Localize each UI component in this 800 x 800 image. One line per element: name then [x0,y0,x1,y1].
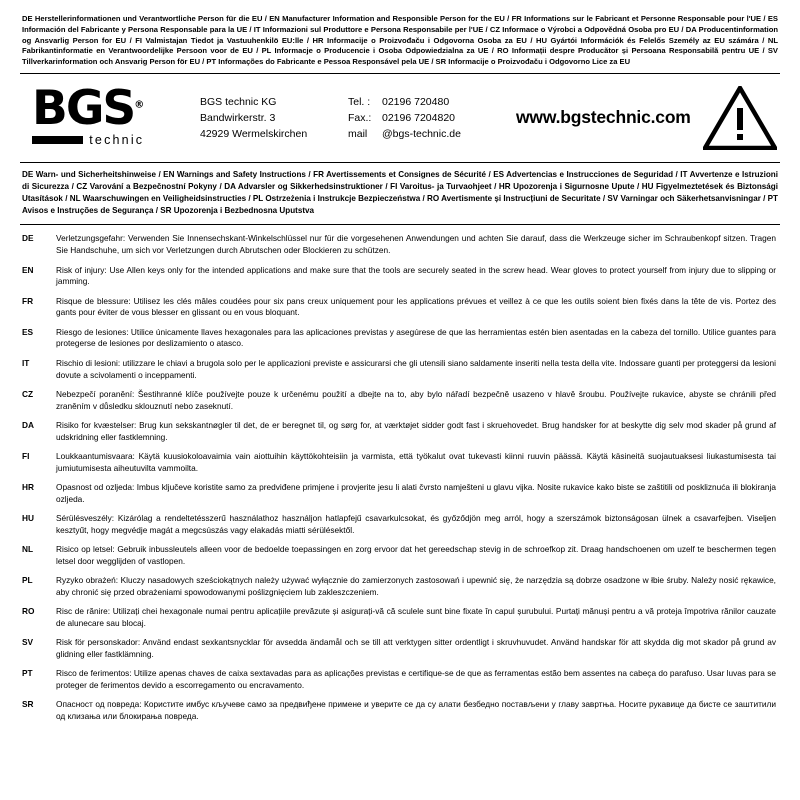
language-text: Opasnost od ozljeda: Imbus ključeve koristite samo za predviđene primjene i provjerite jesu li alati čvrsto namješteni u glavu vijka. Nosite rukavice kako biste se zaštitili od poskliznuća ili blokiranja ozljeda. [56,481,776,504]
language-code: RO [22,606,35,617]
language-code: DE [22,233,34,244]
warning-triangle-cell [691,86,783,150]
language-code: DA [22,419,34,430]
warning-heading-block: DE Warn- und Sicherheitshinweise / EN Warnings and Safety Instructions / FR Avertissements et Consignes de Sécurité / ES Advertencias e Instrucciones de Seguridad / IT Avvertenze e Istruzioni di Sicurezza / CZ Varování a Bezpečnostní Pokyny / DA Advarsler og Sikkerhedsinstruktioner / FI Varoitus- ja Turvaohjeet / HR Upozorenja i Sigurnosne Upute / HU Figyelmeztetések és Biztonsági Utasítások / NL Waarschuwingen en Veiligheidsinstructies / PL Ostrzeżenia i Instrukcje Bezpieczeństwa / RO Avertismente și Instrucțiuni de Securitate / SV Varningar och Säkerhetsanvisningar / PT Avisos e Instruções de Segurança / SR Upozorenja i Bezbednosna Uputstva [22,169,778,216]
email-value: @bgs-technic.de [382,128,461,141]
language-row-pl [20,575,780,599]
language-row-sr [20,699,780,723]
registered-trademark-icon: ® [134,98,145,110]
company-header-band [20,74,780,162]
language-text: Risc de rănire: Utilizați chei hexagonale numai pentru aplicațiile prevăzute și asigurați-vă că sculele sunt bine fixate în capul șurubului. Purtați mănuși pentru a vă proteja împotriva rănilor cauzate de alunecare sau blocaj. [56,606,776,628]
language-row-nl [20,544,780,568]
company-contact [348,94,516,143]
language-text: Loukkaantumisvaara: Käytä kuusiokoloavaimia vain aiottuihin käyttökohteisiin ja varmista, että työkalut ovat tukevasti kiinni ruuvin päässä. Käytä käsineitä suojautuaksesi liukastumisesta tai jumiutumisesta aiheutuvilta vammoilta. [56,450,776,473]
language-code: FR [22,295,34,306]
language-text: Sérülésveszély: Kizárólag a rendeltetésszerű használathoz használjon hatlapfejű csavarkulcsokat, és győződjön meg arról, hogy a szerszámok biztonságosan ülnek a csavarfejben. Viseljen kesztyűt, hogy megvédje magát a megcsúszás vagy elakadás miatti sérülésektől. [56,513,776,535]
language-row-ro [20,606,780,630]
company-address [200,94,348,143]
language-text: Riesgo de lesiones: Utilice únicamente llaves hexagonales para las aplicaciones previstas y asegúrese de que las herramientas estén bien asentadas en la cabeza del tornillo. Utilice guantes para protegerse de lesiones por deslizamiento o atasco. [56,326,776,349]
logo-cell [24,80,200,150]
language-code: SR [22,699,34,710]
language-text: Risco de ferimentos: Utilize apenas chaves de caixa sextavadas para as aplicações previstas e certifique-se de que as ferramentas estão bem assentes na cabeça do parafuso. Usar luvas para se proteger de ferimentos devido a escorregamento ou encravamento. [56,668,776,691]
language-code: IT [22,357,30,368]
telephone-value: 02196 720480 [382,95,450,108]
language-row-cz [20,389,780,413]
fax-value: 02196 7204820 [382,111,455,124]
telephone-row [348,94,516,110]
language-text: Nebezpečí poranění: Šestihranné klíče používejte pouze k určenému použití a dbejte na to, aby bylo nářadí bezpečně usazeno v hlavě šroubu. Používejte rukavice, abyste se chránili před zraněním v důsledku sklouznutí nebo zaseknutí. [56,388,776,411]
language-code: NL [22,544,34,555]
fax-label: Fax.: [348,111,372,124]
language-row-es [20,327,780,351]
language-code: PL [22,575,33,586]
language-text: Risk för personskador: Använd endast sexkantsnycklar för avsedda ändamål och se till att verktygen sitter ordentligt i skruvhuvudet. Använd handskar för att skydda dig mot skador på grund av glidning eller fastklämning. [56,637,776,660]
language-row-fr [20,296,780,320]
company-city: 42929 Wermelskirchen [200,128,308,141]
language-row-pt [20,668,780,692]
language-code: HU [22,513,34,524]
language-row-fi [20,451,780,475]
language-code: EN [22,264,34,275]
bgs-logo-subtitle: technic [89,133,145,148]
language-text: Verletzungsgefahr: Verwenden Sie Innensechskant-Winkelschlüssel nur für die vorgesehenen Anwendungen und achten Sie darauf, dass die Werkzeuge sicher im Schraubenkopf sitzen. Tragen Sie Handschuhe, um sich vor Verletzungen durch Abrutschen oder Blockieren zu schützen. [56,233,776,256]
bgs-wordmark: BGS® [32,80,145,136]
language-code: FI [22,450,30,461]
language-row-de [20,233,780,257]
language-text: Risiko for kvæstelser: Brug kun sekskantnøgler til det, de er beregnet til, og sørg for, at værktøjet sidder godt fast i skruehovedet. Brug handsker for at beskytte dig selv mod skader på grund af udskridning eller fastklemning. [56,419,776,442]
language-row-da [20,420,780,444]
company-street: Bandwirkerstr. 3 [200,111,276,124]
language-text: Ryzyko obrażeń: Kluczy nasadowych sześciokątnych należy używać wyłącznie do zamierzonych zastosowań i upewnić się, że narzędzia są dobrze osadzone w łbie śruby. Należy nosić rękawice, aby chronić się przed obrażeniami spowodowanymi poślizgnięciem lub zakleszczeniem. [56,575,776,597]
telephone-label: Tel. : [348,95,371,108]
language-text: Risque de blessure: Utilisez les clés mâles coudées pour six pans creux uniquement pour les applications prévues et veillez à ce que les outils soient bien fixés dans la tête de vis. Portez des gants pour éviter de vous blesser en glissant ou en vous bloquant. [56,295,776,318]
language-code: PT [22,668,33,679]
language-text: Risico op letsel: Gebruik inbussleutels alleen voor de bedoelde toepassingen en zorg ervoor dat het gereedschap stevig in de schroefkop zit. Draag handschoenen om uzelf te beschermen tegen letsel door wegglijden of vastlopen. [56,544,776,566]
email-label: mail [348,128,368,141]
language-row-it [20,358,780,382]
language-row-hu [20,513,780,537]
language-row-sv [20,637,780,661]
website-text: www.bgstechnic.com [516,107,691,128]
fax-row [348,110,516,126]
language-text: Опасност од повреда: Користите имбус кључеве само за предвиђене примене и уверите се да су алати безбедно постављени у главу завртња. Носите рукавице да бисте се заштитили од клизања или блокирања повреда. [56,699,776,722]
manufacturer-information-block: DE Herstellerinformationen und Verantwortliche Person für die EU / EN Manufacturer Information and Responsible Person for the EU / FR Informations sur le Fabricant et Personne Responsable pour l'UE / ES Información del Fabricante y Persona Responsable para la UE / IT Informazioni sul Produttore e Persona Responsabile per l'UE / CZ Informace o Výrobci a Odpovědná Osoba pro EU / DA Producentinformation og Ansvarlig Person for EU / FI Valmistajan Tiedot ja Vastuuhenkilö EU:lle / HR Informacije o Proizvođaču i Odgovorna Osoba za EU / HU Gyártói Információk és Felelős Személy az EU számára / NL Fabrikantinformatie en Verantwoordelijke Persoon voor de EU / PL Informacje o Producencie i Osoba Odpowiedzialna za UE / RO Informații despre Producător și Persoana Responsabilă pentru UE / SV Tillverkarinformation och Ansvarig Person för EU / PT Informações do Fabricante e Pessoa Responsável pela UE / SR Informacije o Proizvođaču i Odgovorno Lice za EU [22,14,778,67]
language-text: Risk of injury: Use Allen keys only for the intended applications and make sure that the tools are securely seated in the screw head. Wear gloves to protect yourself from injury due to slipping or jamming. [56,264,776,287]
warning-triangle-icon [703,86,777,150]
website-link[interactable] [516,107,691,128]
language-text: Rischio di lesioni: utilizzare le chiavi a brugola solo per le applicazioni previste e assicurarsi che gli utensili siano saldamente inseriti nella testa della vite. Indossare guanti per proteggersi da lesioni dovute a scivolamenti o inceppamenti. [56,357,776,380]
language-code: HR [22,481,34,492]
email-row[interactable] [348,126,516,142]
language-instruction-list [20,225,780,723]
bgs-logo [32,80,145,148]
language-row-hr [20,482,780,506]
language-code: CZ [22,388,34,399]
language-row-en [20,265,780,289]
company-name: BGS technic KG [200,95,277,108]
logo-bar [32,136,83,144]
language-code: SV [22,637,34,648]
language-code: ES [22,326,34,337]
